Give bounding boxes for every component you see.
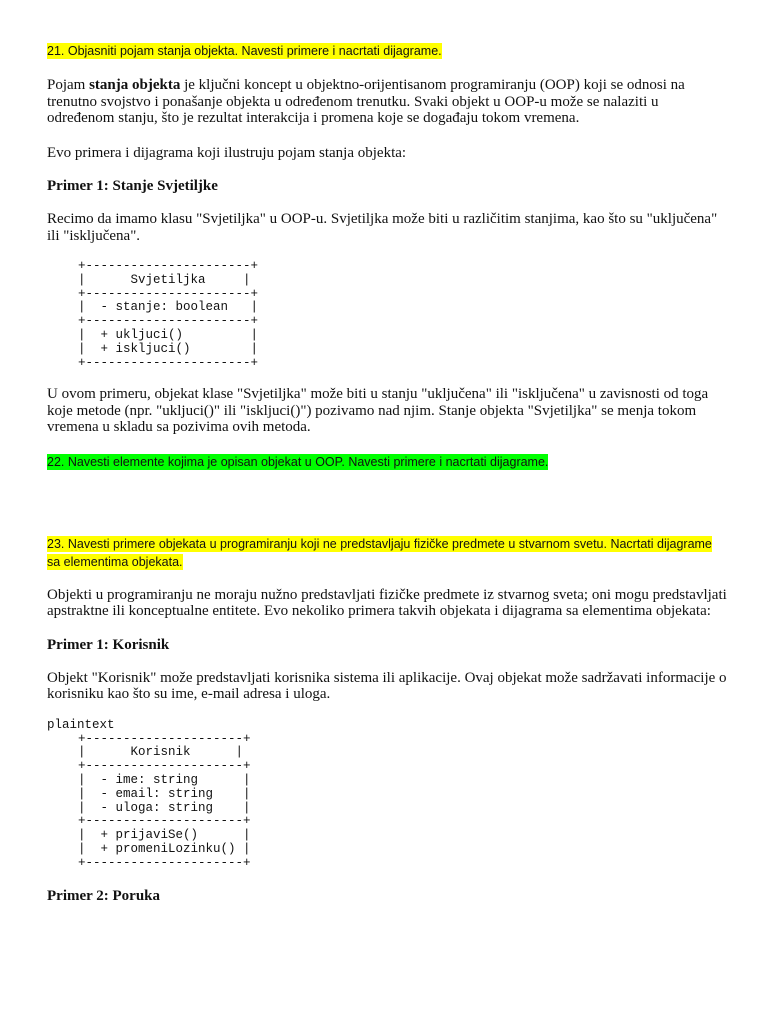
q21-example1-title: Primer 1: Stanje Svjetiljke — [47, 178, 218, 194]
q23-heading — [47, 535, 727, 571]
q21-explanation: U ovom primeru, objekat klase "Svjetiljka" može biti u stanju "uključena" ili "isključena" u zavisnosti od toga koje metode (npr. "ukljuci()" ili "iskljuci()") pozivamo nad njim. Stanje objekta "Svjetiljka" se menja tokom vremena u skladu sa pozivima ovih metoda. — [47, 386, 709, 436]
q23-intro: Objekti u programiranju ne moraju nužno predstavljati fizičke predmete iz stvarnog sveta; oni mogu predstavljati apstraktne ili konceptualne entitete. Evo nekoliko primera takvih objekata i dijagrama sa elementima objekata: — [47, 586, 727, 620]
q23-example1-title: Primer 1: Korisnik — [47, 636, 170, 653]
q22-heading — [47, 453, 727, 471]
q22-heading-text: 22. Navesti elemente kojima je opisan objekat u OOP. Navesti primere i nacrtati dijagrame. — [47, 454, 549, 469]
q21-intro-post: je ključni koncept u objektno-orijentisanom programiranju (OOP) koji se odnosi na trenutno svojstvo i ponašanje objekta u određenom trenutku. Svaki objekt u OOP-u može se nalaziti u određenom stanju, što je rezultat interakcija i promena koje se događaju tokom vremena. — [47, 77, 685, 126]
q23-example1-text: Objekt "Korisnik" može predstavljati korisnika sistema ili aplikacije. Ovaj objekat može sadržavati informacije o korisniku kao što su ime, e-mail adresa i uloga. — [47, 669, 727, 703]
q21-lead: Evo primera i dijagrama koji ilustruju pojam stanja objekta: — [47, 144, 407, 161]
document-page — [47, 41, 727, 905]
q21-heading — [47, 42, 727, 60]
q23-heading-text: 23. Navesti primere objekata u programiranju koji ne predstavljaju fizičke predmete u stvarnom svetu. Nacrtati dijagrame sa elementima objekata. — [47, 536, 712, 569]
q21-intro-bold: stanja objekta — [89, 77, 181, 93]
q23-example2-title: Primer 2: Poruka — [47, 887, 161, 904]
svjetiljka-class-diagram: +----------------------+ | Svjetiljka | +----------------------+ | - stanje: boolean | +----------------------+ | + ukljuci() | | + iskljuci() | +----------------------+ — [78, 259, 259, 370]
q21-heading-text: 21. Objasniti pojam stanja objekta. Navesti primere i nacrtati dijagrame. — [47, 44, 442, 58]
code-language-label: plaintext — [47, 717, 115, 732]
q21-intro-pre: Pojam — [47, 77, 90, 93]
q21-intro — [47, 77, 727, 127]
korisnik-class-diagram: +---------------------+ | Korisnik | +---------------------+ | - ime: string | | - email: string | | - uloga: string | +---------------------+ | + prijaviSe() | | + promeniLozinku() | +---------------------+ — [78, 731, 251, 870]
q21-example1-text: Recimo da imamo klasu "Svjetiljka" u OOP-u. Svjetiljka može biti u različitim stanjima, kao što su "uključena" ili "isključena". — [47, 211, 718, 244]
